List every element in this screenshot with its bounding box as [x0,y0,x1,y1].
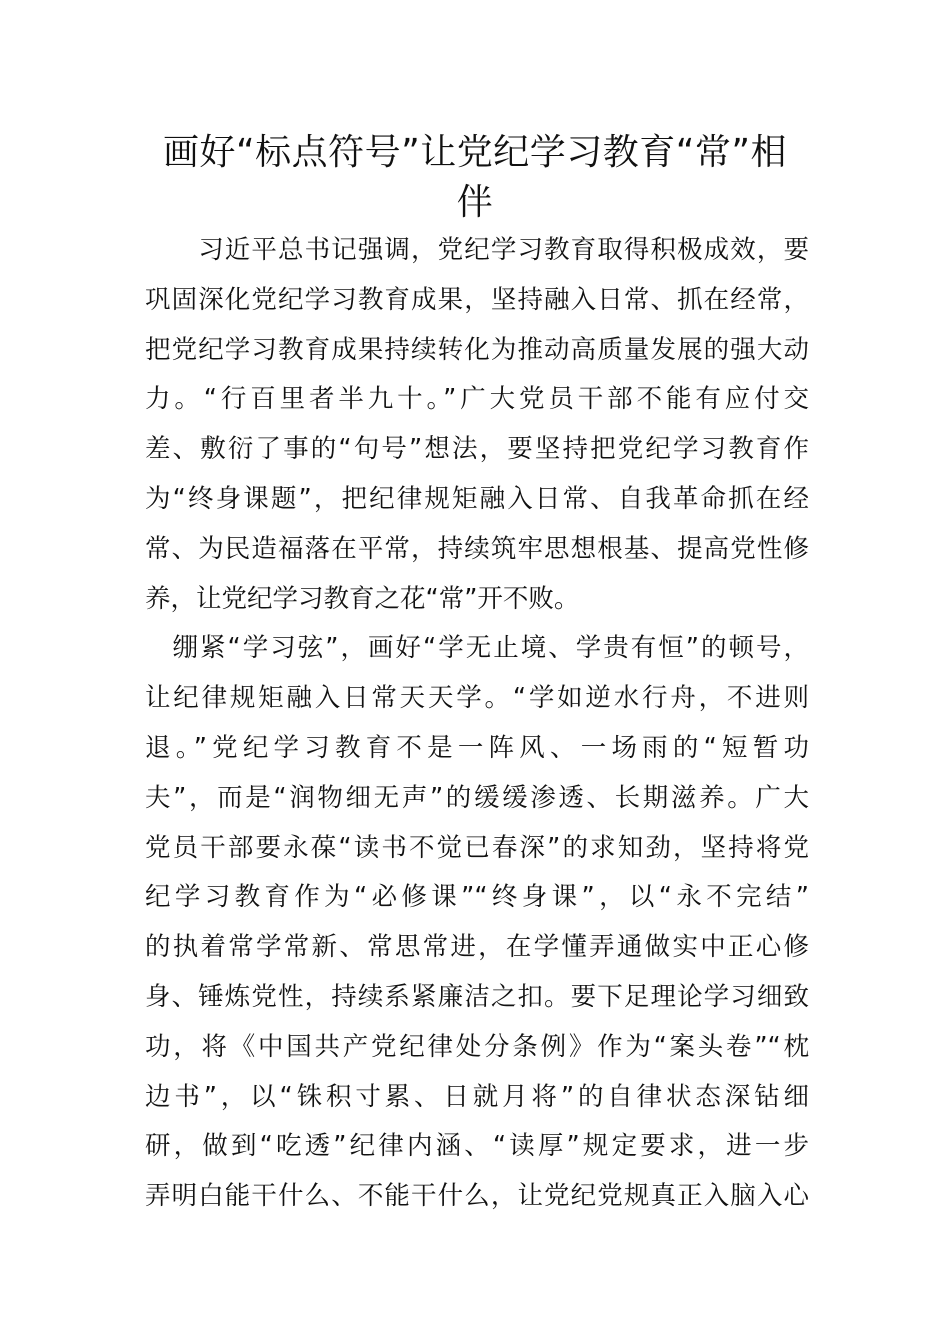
text-line: 巩固深化党纪学习教育成果，坚持融入日常、抓在经常， [145,284,809,315]
text-line: 差、敷衍了事的“句号”想法，要坚持把党纪学习教育作 [145,434,809,465]
document-body [145,226,809,1222]
text-line: 绷紧“学习弦”，画好“学无止境、学贵有恒”的顿号， [145,633,809,664]
text-line: 的执着常学常新、常思常进，在学懂弄通做实中正心修 [145,932,809,963]
text-line: 夫”，而是“润物细无声”的缓缓渗透、长期滋养。广大 [145,782,809,813]
text-line: 功，将《中国共产党纪律处分条例》作为“案头卷”“枕 [145,1031,809,1062]
text-line: 养，让党纪学习教育之花“常”开不败。 [145,583,580,614]
text-line: 为“终身课题”，把纪律规矩融入日常、自我革命抓在经 [145,483,809,514]
text-line: 力。“行百里者半九十。”广大党员干部不能有应付交 [145,384,809,415]
text-line: 研，做到“吃透”纪律内涵、“读厚”规定要求，进一步 [145,1131,809,1162]
text-line: 弄明白能干什么、不能干什么，让党纪党规真正入脑入心 [145,1181,809,1212]
text-line: 常、为民造福落在平常，持续筑牢思想根基、提高党性修 [145,533,809,564]
text-line: 让纪律规矩融入日常天天学。“学如逆水行舟，不进则 [145,683,809,714]
text-line: 把党纪学习教育成果持续转化为推动高质量发展的强大动 [145,334,809,365]
text-line: 习近平总书记强调，党纪学习教育取得积极成效，要 [145,235,809,265]
document-title: 画好“标点符号”让党纪学习教育“常”相伴 [162,132,788,223]
text-line: 退。”党纪学习教育不是一阵风、一场雨的“短暂功 [145,732,809,763]
text-line: 党员干部要永葆“读书不觉已春深”的求知劲，坚持将党 [145,832,809,863]
text-line: 边书”，以“铢积寸累、日就月将”的自律状态深钻细 [145,1081,809,1112]
text-line: 纪学习教育作为“必修课”“终身课”，以“永不完结” [145,882,809,913]
text-line: 身、锤炼党性，持续系紧廉洁之扣。要下足理论学习细致 [145,981,809,1012]
